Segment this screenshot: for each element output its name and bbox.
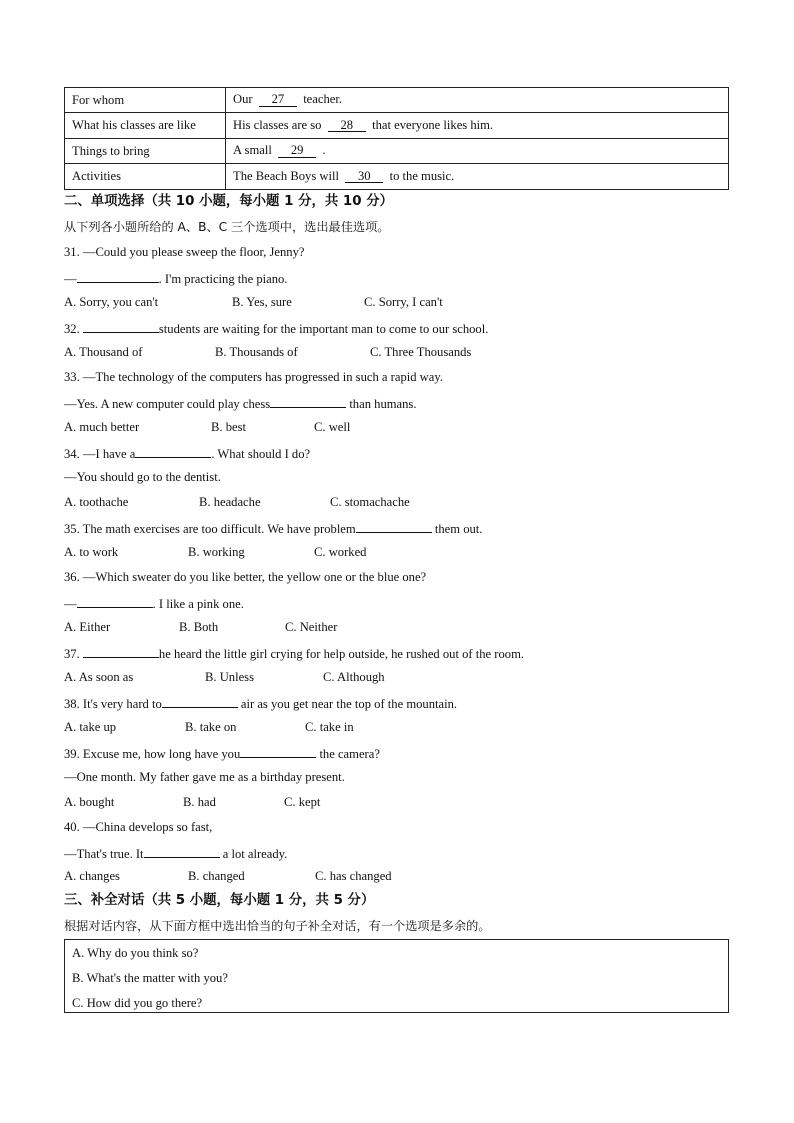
question-34-options — [64, 496, 410, 509]
option-b[interactable]: B. take on — [185, 720, 237, 734]
box-option-c[interactable]: C. How did you go there? — [72, 996, 203, 1010]
question-40-stem: 40. —China develops so fast, — [64, 820, 213, 834]
cell-text: The Beach Boys will — [233, 168, 339, 183]
table-cell-content — [226, 138, 729, 163]
question-31-reply — [64, 271, 287, 286]
stem-text: . What should I do? — [211, 447, 311, 461]
table-cell-content — [226, 164, 729, 189]
blank-28[interactable]: 28 — [328, 119, 366, 133]
question-39-reply: —One month. My father gave me as a birthday present. — [64, 770, 345, 784]
question-40-options — [64, 870, 392, 883]
question-37-options — [64, 671, 385, 684]
stem-text: air as you get near the top of the mountain. — [240, 697, 458, 711]
reply-text: . I like a pink one. — [152, 597, 244, 611]
section3-instruction: 根据对话内容，从下面方框中选出恰当的句子补全对话，有一个选项是多余的。 — [64, 919, 491, 933]
option-c[interactable]: C. Neither — [285, 620, 338, 634]
cell-text: His classes are so — [233, 117, 322, 132]
option-a[interactable]: A. changes — [64, 869, 120, 883]
table-row — [65, 164, 729, 189]
question-38-options — [64, 721, 354, 734]
stem-text: students are waiting for the important man to come to our school. — [158, 322, 489, 336]
table-row — [65, 88, 729, 113]
dash: — — [64, 272, 77, 286]
reply-text: than humans. — [349, 397, 417, 411]
dialogue-options-box — [64, 939, 729, 1013]
table-cell-label: Things to bring — [65, 138, 226, 163]
table-row — [65, 138, 729, 163]
section2-heading: 二、单项选择（共 10 小题，每小题 1 分，共 10 分） — [64, 194, 393, 209]
answer-blank[interactable] — [83, 646, 159, 658]
option-b[interactable]: B. Yes, sure — [232, 295, 292, 309]
question-37-stem — [64, 646, 524, 661]
table-cell-label: What his classes are like — [65, 113, 226, 138]
option-a[interactable]: A. toothache — [64, 495, 129, 509]
question-32-options — [64, 346, 471, 359]
answer-blank[interactable] — [77, 596, 153, 608]
stem-text: 35. The math exercises are too difficult. We have problem — [64, 522, 356, 536]
stem-text: 37. — [64, 647, 80, 661]
answer-blank[interactable] — [162, 696, 238, 708]
option-c[interactable]: C. take in — [305, 720, 354, 734]
answer-blank[interactable] — [135, 446, 211, 458]
option-c[interactable]: C. Sorry, I can't — [364, 295, 443, 309]
dash: — — [64, 597, 77, 611]
stem-text: them out. — [434, 522, 483, 536]
option-c[interactable]: C. Three Thousands — [370, 345, 472, 359]
stem-text: 34. —I have a — [64, 447, 136, 461]
option-c[interactable]: C. stomachache — [330, 495, 410, 509]
option-a[interactable]: A. to work — [64, 545, 119, 559]
cell-text: that everyone likes him. — [372, 117, 494, 132]
option-b[interactable]: B. changed — [188, 869, 245, 883]
table-cell-content — [226, 113, 729, 138]
question-31-options — [64, 296, 443, 309]
table-cell-label: For whom — [65, 88, 226, 113]
option-c[interactable]: C. has changed — [315, 869, 392, 883]
answer-blank[interactable] — [83, 321, 159, 333]
reply-text: a lot already. — [222, 847, 288, 861]
cell-text: to the music. — [389, 168, 455, 183]
box-option-a[interactable]: A. Why do you think so? — [72, 946, 199, 960]
reply-text: —Yes. A new computer could play chess — [64, 397, 271, 411]
option-a[interactable]: A. take up — [64, 720, 117, 734]
section2-instruction: 从下列各小题所给的 A、B、C 三个选项中，选出最佳选项。 — [64, 220, 390, 234]
answer-blank[interactable] — [240, 746, 316, 758]
option-b[interactable]: B. headache — [199, 495, 261, 509]
stem-text: the camera? — [319, 747, 380, 761]
question-36-reply — [64, 596, 244, 611]
info-table — [64, 87, 729, 190]
table-row — [65, 113, 729, 138]
option-a[interactable]: A. much better — [64, 420, 140, 434]
option-c[interactable]: C. Although — [323, 670, 385, 684]
question-40-reply — [64, 846, 287, 861]
blank-30[interactable]: 30 — [345, 170, 383, 184]
option-a[interactable]: A. bought — [64, 795, 115, 809]
question-39-options — [64, 796, 320, 809]
cell-text: Our — [233, 92, 253, 107]
question-36-options — [64, 621, 337, 634]
question-35-stem — [64, 521, 482, 536]
question-38-stem — [64, 696, 457, 711]
option-b[interactable]: B. had — [183, 795, 216, 809]
question-35-options — [64, 546, 366, 559]
answer-blank[interactable] — [270, 396, 346, 408]
box-option-b[interactable]: B. What's the matter with you? — [72, 971, 228, 985]
option-b[interactable]: B. best — [211, 420, 246, 434]
question-34-reply: —You should go to the dentist. — [64, 470, 221, 484]
cell-text: . — [322, 143, 326, 158]
blank-27[interactable]: 27 — [259, 93, 297, 107]
blank-29[interactable]: 29 — [278, 144, 316, 158]
option-b[interactable]: B. Unless — [205, 670, 254, 684]
question-32-stem — [64, 321, 488, 336]
answer-blank[interactable] — [144, 846, 220, 858]
question-33-options — [64, 421, 350, 434]
option-a[interactable]: A. Either — [64, 620, 111, 634]
option-b[interactable]: B. Thousands of — [215, 345, 298, 359]
question-33-reply — [64, 396, 416, 411]
option-c[interactable]: C. worked — [314, 545, 367, 559]
table-cell-label: Activities — [65, 164, 226, 189]
question-34-stem — [64, 446, 310, 461]
option-a[interactable]: A. As soon as — [64, 670, 134, 684]
answer-blank[interactable] — [77, 271, 159, 283]
question-33-stem: 33. —The technology of the computers has progressed in such a rapid way. — [64, 370, 443, 384]
stem-text: 32. — [64, 322, 80, 336]
option-a[interactable]: A. Sorry, you can't — [64, 295, 159, 309]
option-c[interactable]: C. well — [314, 420, 351, 434]
cell-text: teacher. — [303, 92, 342, 107]
question-31-stem: 31. —Could you please sweep the floor, Jenny? — [64, 245, 305, 259]
answer-blank[interactable] — [356, 521, 432, 533]
option-b[interactable]: B. working — [188, 545, 245, 559]
question-39-stem — [64, 746, 380, 761]
cell-text: A small — [233, 143, 272, 158]
reply-text: —That's true. It — [64, 847, 144, 861]
reply-text: . I'm practicing the piano. — [158, 272, 288, 286]
stem-text: he heard the little girl crying for help outside, he rushed out of the room. — [158, 647, 525, 661]
table-cell-content — [226, 88, 729, 113]
question-36-stem: 36. —Which sweater do you like better, the yellow one or the blue one? — [64, 570, 427, 584]
section3-heading: 三、补全对话（共 5 小题，每小题 1 分，共 5 分） — [64, 893, 375, 908]
option-a[interactable]: A. Thousand of — [64, 345, 143, 359]
option-c[interactable]: C. kept — [284, 795, 321, 809]
option-b[interactable]: B. Both — [179, 620, 219, 634]
stem-text: 38. It's very hard to — [64, 697, 162, 711]
stem-text: 39. Excuse me, how long have you — [64, 747, 241, 761]
